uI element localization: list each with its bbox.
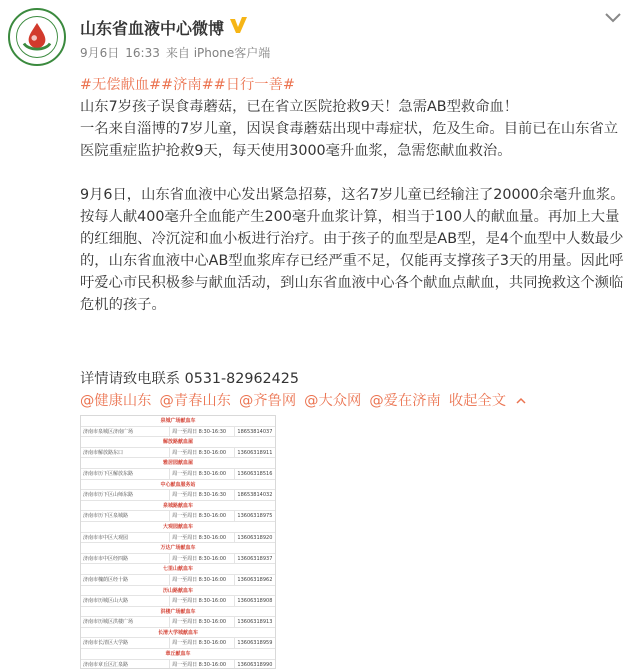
table-section-header: 长清大学城献血车 — [81, 628, 275, 639]
mention-link[interactable]: @齐鲁网 — [238, 393, 297, 409]
user-name[interactable]: 山东省血液中心微博 — [80, 19, 225, 38]
table-cell: 济南市解放路东口 — [81, 448, 170, 458]
table-cell: 济南市历下区山师东路 — [81, 490, 170, 500]
table-cell: 13606318959 — [237, 640, 273, 647]
table-row — [81, 660, 275, 669]
table-cell: 济南市历城区洪楼广场 — [81, 617, 170, 627]
table-cell: 周一至周日 8:30-16:00 — [170, 448, 235, 458]
table-section-header: 解放路献血屋 — [81, 437, 275, 448]
table-row — [81, 448, 275, 459]
table-section-header: 泉城路献血车 — [81, 501, 275, 512]
post-header — [0, 0, 640, 70]
mention-link[interactable]: @爱在济南 — [369, 393, 441, 409]
table-cell: 18653814037 — [237, 428, 273, 435]
verified-v-icon — [228, 15, 248, 35]
post-source: 来自 iPhone客户端 — [165, 46, 271, 60]
table-cell: 济南市槐荫区经十路 — [81, 575, 170, 585]
post-date[interactable]: 9月6日 — [80, 46, 120, 60]
table-cell: 18653814032 — [237, 492, 273, 499]
table-cell: 周一至周日 8:30-16:00 — [170, 575, 235, 585]
table-section-header: 历山路献血车 — [81, 586, 275, 597]
hashtag[interactable]: #济南# — [161, 77, 214, 93]
table-cell: 周一至周日 8:30-16:00 — [170, 554, 235, 564]
table-section-header: 章丘献血车 — [81, 649, 275, 660]
table-cell: 13606318911 — [237, 449, 273, 456]
table-cell: 13606318990 — [237, 661, 273, 668]
table-section-header: 万达广场献血车 — [81, 543, 275, 554]
collapse-link[interactable]: 收起全文 — [448, 393, 507, 409]
table-cell: 济南市市中区经四路 — [81, 554, 170, 564]
post-time[interactable]: 16:33 — [125, 46, 160, 60]
mention-link[interactable]: @大众网 — [304, 393, 362, 409]
chevron-up-icon[interactable] — [516, 396, 526, 406]
mention-link[interactable]: @青春山东 — [159, 393, 231, 409]
table-row — [81, 490, 275, 501]
table-section-header: 大观园献血车 — [81, 522, 275, 533]
avatar[interactable] — [8, 8, 66, 66]
table-row — [81, 469, 275, 480]
table-row — [81, 596, 275, 607]
table-section-header: 泉城广场献血车 — [81, 416, 275, 427]
table-cell: 周一至周日 8:30-16:00 — [170, 617, 235, 627]
table-cell: 周一至周日 8:30-16:00 — [170, 638, 235, 648]
table-cell: 13606318913 — [237, 619, 273, 626]
attached-image[interactable] — [80, 415, 276, 669]
hashtag-list — [80, 74, 630, 96]
blood-drop-logo-icon — [10, 10, 64, 64]
table-row — [81, 638, 275, 649]
table-cell: 济南市历下区泉城路 — [81, 511, 170, 521]
table-cell: 济南市泉城区济南广场 — [81, 427, 170, 437]
table-section-header: 中心献血服务站 — [81, 480, 275, 491]
mention-list — [80, 390, 526, 410]
table-cell: 周一至周日 8:30-16:00 — [170, 660, 235, 669]
table-row — [81, 554, 275, 565]
post-content — [80, 74, 630, 316]
table-cell: 济南市长清区大学路 — [81, 638, 170, 648]
table-cell: 周一至周日 8:30-16:00 — [170, 596, 235, 606]
hashtag[interactable]: #日行一善# — [213, 77, 295, 93]
table-cell: 13606318908 — [237, 598, 273, 605]
table-cell: 济南市历城区山大路 — [81, 596, 170, 606]
table-cell: 13606318937 — [237, 555, 273, 562]
post-paragraph: 一名来自淄博的7岁儿童，因误食毒蘑菇出现中毒症状，危及生命。目前已在山东省立医院重症监护抢救9天，每天使用3000毫升血浆，急需您献血救治。 — [80, 121, 619, 159]
table-row — [81, 617, 275, 628]
table-cell: 13606318516 — [237, 470, 273, 477]
post-headline: 山东7岁孩子误食毒蘑菇，已在省立医院抢救9天！急需AB型救命血！ — [80, 99, 519, 115]
table-cell: 济南市历下区解放东路 — [81, 469, 170, 479]
table-section-header: 雅居园献血屋 — [81, 458, 275, 469]
table-cell: 济南市章丘区汇泉路 — [81, 660, 170, 669]
table-cell: 13606318962 — [237, 576, 273, 583]
table-row — [81, 511, 275, 522]
hashtag[interactable]: #无偿献血# — [80, 77, 162, 93]
table-cell: 周一至周日 8:30-16:00 — [170, 511, 235, 521]
chevron-down-icon[interactable] — [602, 10, 624, 26]
table-row — [81, 427, 275, 438]
mention-link[interactable]: @健康山东 — [80, 393, 152, 409]
table-cell: 周一至周日 8:30-16:30 — [170, 490, 235, 500]
post-paragraph: 9月6日，山东省血液中心发出紧急招募，这名7岁儿童已经输注了20000余毫升血浆。按每人献400毫升全血能产生200毫升血浆计算，相当于100人的献血量。再加上大量的红细胞、冷沉淀和血小板进行治疗。由于孩子的血型是AB型，是4个血型中人数最少的，山东省血液中心AB型血浆库存已经严重不足，仅能再支撑孩子3天的用量。因此呼吁爱心市民积极参与献血活动，到山东省血液中心各个献血点献血，共同挽救这个濒临危机的孩子。 — [80, 187, 625, 313]
table-section-header: 七里山献血车 — [81, 564, 275, 575]
table-cell: 周一至周日 8:30-16:00 — [170, 533, 235, 543]
table-cell: 周一至周日 8:30-16:30 — [170, 427, 235, 437]
table-section-header: 洪楼广场献血车 — [81, 607, 275, 618]
post-meta — [80, 44, 276, 61]
contact-line: 详情请致电联系 0531-82962425 — [80, 371, 299, 387]
table-cell: 济南市市中区大观园 — [81, 533, 170, 543]
table-cell: 周一至周日 8:30-16:00 — [170, 469, 235, 479]
table-cell: 13606318920 — [237, 534, 273, 541]
table-row — [81, 533, 275, 544]
table-cell: 13606318975 — [237, 513, 273, 520]
table-row — [81, 575, 275, 586]
